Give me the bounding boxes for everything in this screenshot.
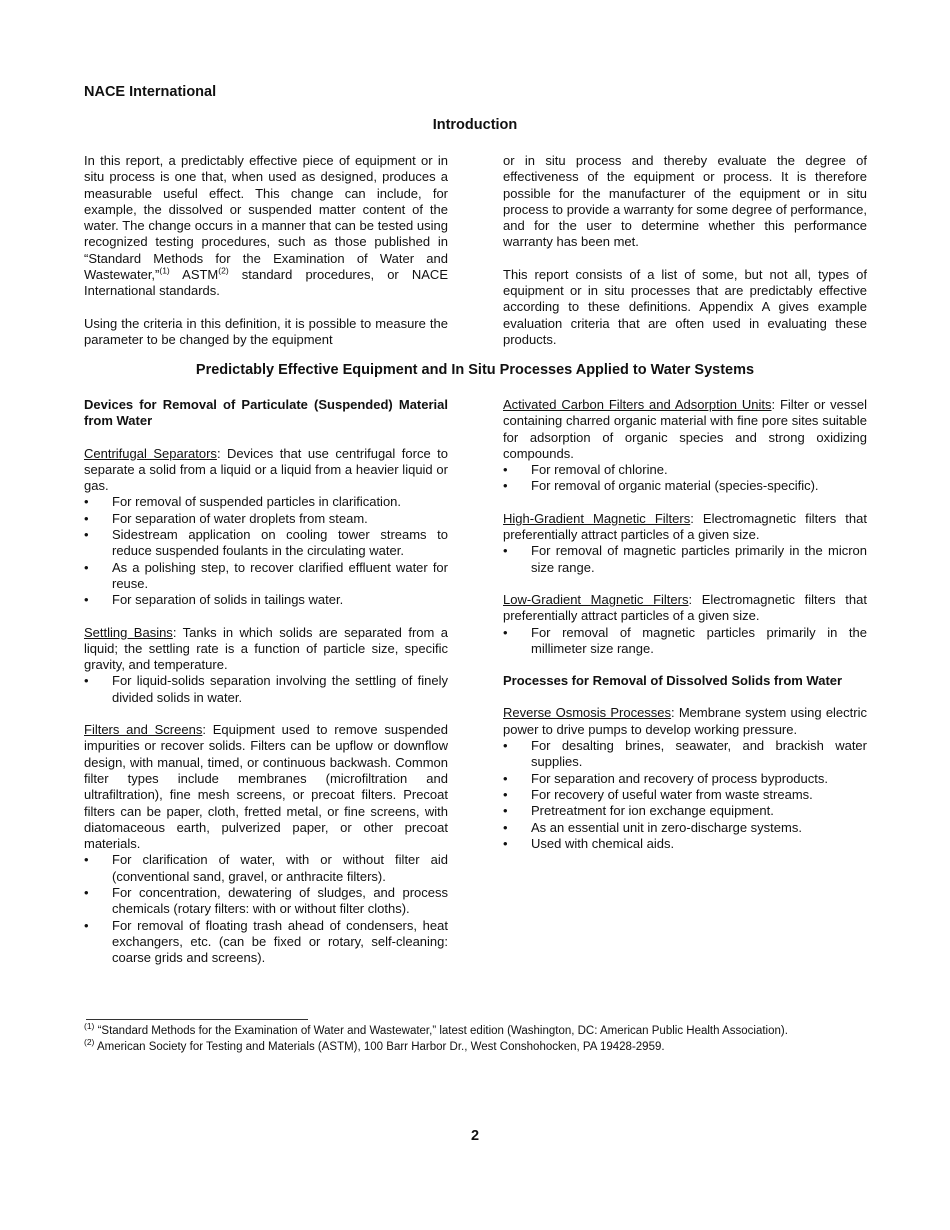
bullet-icon: • [503, 770, 508, 786]
activated-carbon-list [503, 462, 867, 495]
bullet-icon: • [84, 510, 89, 526]
reverse-osmosis-paragraph [503, 705, 867, 738]
intro-paragraph-3: This report consists of a list of some, but not all, types of equipment or in situ processes that are predictably effective according to these definitions. Appendix A gives example evaluation criteria that are often used in evaluating these products. [503, 266, 867, 347]
dissolved-heading: Processes for Removal of Dissolved Solids from Water [503, 673, 843, 689]
filters-screens-list [84, 852, 448, 966]
footnote-1 [84, 1021, 788, 1038]
footnote-1-text: “Standard Methods for the Examination of Water and Wastewater,” latest edition (Washington, DC: American Public Health Association). [94, 1025, 788, 1037]
high-gradient-list [503, 543, 867, 576]
settling-basins-desc: : Tanks in which solids are separated from a liquid; the settling rate is a function of particle size, specific gravity, and temperature. [84, 624, 448, 673]
intro-paragraph-2-cont: or in situ process and thereby evaluate the degree of effectiveness of the equipment or process. It is therefore possible for the manufacturer of the equipment or in situ process to provide a warranty for some degree of performance, and for the user to determine whether this performance warranty has been met. [503, 153, 867, 250]
settling-basins-list [84, 673, 448, 706]
bullet-icon: • [503, 624, 508, 640]
reverse-osmosis-term: Reverse Osmosis Processes [503, 705, 672, 721]
bullet-icon: • [84, 917, 89, 933]
bullet-icon: • [84, 592, 89, 608]
list-item: • As a polishing step, to recover clarified effluent water for reuse. [84, 559, 448, 591]
low-gradient-term: Low-Gradient Magnetic Filters [503, 591, 689, 607]
bullet-icon: • [503, 819, 508, 835]
bullet-icon: • [503, 786, 508, 802]
list-item: • For desalting brines, seawater, and brackish water supplies. [503, 738, 867, 770]
intro-right-column [503, 153, 867, 348]
footnote-2 [84, 1037, 665, 1054]
settling-basins-paragraph [84, 625, 448, 674]
bullet-icon: • [503, 543, 508, 559]
bullet-icon: • [503, 803, 508, 819]
list-item: • For separation and recovery of process byproducts. [503, 770, 828, 786]
intro-p1-text-c: standard procedures, or NACE International standards. [84, 267, 448, 299]
high-gradient-desc: : Electromagnetic filters that preferentially attract particles of a given size. [503, 510, 867, 543]
filters-screens-desc: : Equipment used to remove suspended impurities or recover solids. Filters can be upflow or downflow design, with manual, timed, or continuous backwash. Common filter types include membranes (microfiltration and ultrafiltration), fine mesh screens, or precoat filters. Precoat filters can be paper, cloth, fretted metal, or fine screens, with diatomaceous earth, pulverized paper, or other precoat materials. [84, 722, 449, 852]
intro-paragraph-1 [84, 153, 448, 300]
list-item: • For concentration, dewatering of sludges, and process chemicals (rotary filters: with or without filter cloths). [84, 885, 448, 917]
running-header: NACE International [84, 84, 217, 100]
bullet-icon: • [503, 478, 508, 494]
list-item: • For separation of solids in tailings water. [84, 592, 344, 608]
intro-left-column [84, 153, 448, 348]
footnote-ref-2: (2) [218, 265, 229, 276]
list-item: • For removal of floating trash ahead of condensers, heat exchangers, etc. (can be fixed or rotary, self-cleaning: coarse grids and screens). [84, 917, 448, 966]
reverse-osmosis-list [503, 738, 867, 852]
section-title: Predictably Effective Equipment and In Situ Processes Applied to Water Systems [195, 362, 755, 378]
low-gradient-list [503, 625, 867, 658]
footnote-1-mark: (1) [84, 1021, 95, 1032]
introduction-title: Introduction [432, 117, 518, 133]
main-right-column [503, 397, 867, 852]
low-gradient-desc: : Electromagnetic filters that preferentially attract particles of a given size. [503, 591, 867, 624]
list-item: • For removal of chlorine. [503, 462, 668, 478]
high-gradient-term: High-Gradient Magnetic Filters [503, 510, 691, 526]
settling-basins-term: Settling Basins [84, 624, 173, 640]
activated-carbon-term: Activated Carbon Filters and Adsorption Units [503, 397, 772, 412]
bullet-icon: • [503, 462, 508, 478]
page-number: 2 [470, 1128, 480, 1144]
intro-p1-text-a: In this report, a predictably effective piece of equipment or in situ process is one that, when used as designed, produces a measurable useful effect. This change can include, for example, the dissolved or suspended matter content of the water. The change occurs in a manner that can be tested using recognized testing procedures, such as those published in “Standard Methods for the Examination of Water and Wastewater,” [84, 153, 448, 283]
bullet-icon: • [503, 738, 508, 754]
high-gradient-paragraph [503, 511, 867, 544]
centrifugal-separators-paragraph [84, 446, 448, 495]
footnote-ref-1: (1) [159, 265, 170, 276]
list-item: • For recovery of useful water from waste streams. [503, 786, 813, 802]
bullet-icon: • [503, 835, 508, 851]
bullet-icon: • [84, 559, 89, 575]
main-left-column [84, 397, 448, 967]
centrifugal-separators-term: Centrifugal Separators [84, 445, 217, 461]
footnote-2-text: American Society for Testing and Materials (ASTM), 100 Barr Harbor Dr., West Conshohocken, PA 19428-2959. [94, 1041, 665, 1053]
footnote-divider [86, 1019, 308, 1020]
reverse-osmosis-desc: : Membrane system using electric power to drive pumps to develop working pressure. [503, 705, 867, 737]
list-item: • Used with chemical aids. [503, 835, 675, 851]
low-gradient-paragraph [503, 592, 867, 625]
list-item: • For removal of organic material (species-specific). [503, 478, 819, 494]
list-item: • Sidestream application on cooling tower streams to reduce suspended foulants in the circulating water. [84, 527, 448, 559]
bullet-icon: • [84, 494, 89, 510]
particulate-heading: Devices for Removal of Particulate (Suspended) Material from Water [84, 397, 448, 429]
intro-paragraph-2-start: Using the criteria in this definition, it is possible to measure the parameter to be changed by the equipment [84, 315, 448, 347]
list-item: • For removal of magnetic particles primarily in the millimeter size range. [503, 624, 867, 656]
bullet-icon: • [84, 885, 89, 901]
intro-p1-text-b: ASTM [169, 267, 219, 283]
bullet-icon: • [84, 673, 89, 689]
activated-carbon-paragraph [503, 397, 867, 462]
list-item: • For removal of suspended particles in clarification. [84, 494, 402, 510]
centrifugal-separators-desc: : Devices that use centrifugal force to separate a solid from a liquid or a liquid from a heavier liquid or gas. [84, 445, 448, 494]
list-item: • For liquid-solids separation involving the settling of finely divided solids in water. [84, 673, 448, 705]
bullet-icon: • [84, 852, 89, 868]
centrifugal-separators-list [84, 494, 448, 608]
list-item: • Pretreatment for ion exchange equipment. [503, 803, 774, 819]
list-item: • For clarification of water, with or without filter aid (conventional sand, gravel, or anthracite filters). [84, 852, 448, 884]
list-item: • For removal of magnetic particles primarily in the micron size range. [503, 543, 867, 575]
bullet-icon: • [84, 527, 89, 543]
filters-screens-paragraph [84, 722, 448, 852]
activated-carbon-desc: : Filter or vessel containing charred organic material with fine pore sites suitable for adsorption of organic species and strong oxidizing compounds. [503, 397, 867, 461]
list-item: • For separation of water droplets from steam. [84, 510, 368, 526]
footnote-2-mark: (2) [84, 1037, 95, 1048]
filters-screens-term: Filters and Screens [84, 722, 203, 738]
list-item: • As an essential unit in zero-discharge systems. [503, 819, 802, 835]
